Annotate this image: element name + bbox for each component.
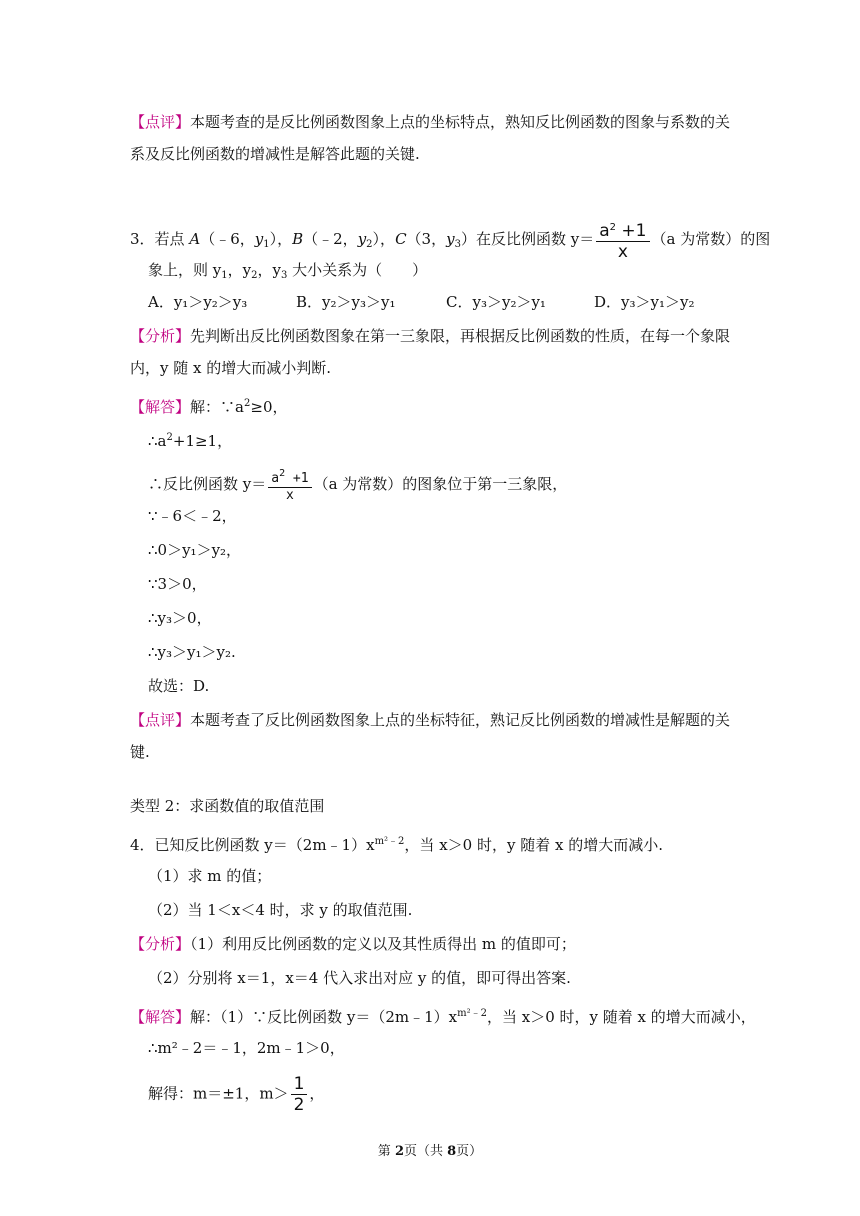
solution-tag-2: 【解答】 [130,1008,191,1026]
review-3-line-2: 键. [130,743,150,761]
analysis-3-line-1: 【分析】先判断出反比例函数图象在第一三象限，再根据反比例函数的性质，在每一个象限 [130,327,731,345]
solution-4-line-2: ∴m²﹣2＝﹣1，2m﹣1＞0， [148,1039,345,1057]
option-c: C．y₃＞y₂＞y₁ [446,293,546,311]
s3-fraction: $\frac{a^2 +1}{x}$ [268,466,311,504]
analysis-3-line-2: 内，y 随 x 的增大而减小判断. [130,359,332,377]
solution-3-step-1: $\therefore a^2+1\ge 1$， [148,432,233,450]
option-d: D．y₃＞y₁＞y₂ [594,293,695,311]
option-b: B．y₂＞y₃＞y₁ [296,293,396,311]
analysis-tag-2: 【分析】 [130,935,191,953]
solution-tag: 【解答】 [130,398,191,416]
q3-fraction: $\frac{a^2 +1}{x}$ [596,218,649,262]
solution-3-step-7: ∴y₃＞y₁＞y₂. [148,643,236,661]
page-footer: 第 2页（共 8页） [377,1144,483,1159]
review-1-line-1: 【点评】本题考查的是反比例函数图象上点的坐标特点，熟知反比例函数的图象与系数的关 [130,113,731,131]
option-a: A．y₁＞y₂＞y₃ [148,293,248,311]
analysis-tag: 【分析】 [130,327,191,345]
solution-3-step-2: ∴反比例函数 y＝ $\frac{a^2 +1}{x}$ （a 为常数）的图象位于第一三象限， [148,468,568,503]
type-2-heading: 类型 2：求函数值的取值范围 [130,797,325,815]
question-4-part-2: （2）当 1＜x＜4 时，求 y 的取值范围. [148,901,413,919]
solution-4-line-3: 解得：m＝±1，m＞ $\frac{1}{2}$ ， [148,1074,325,1115]
analysis-4-line-1: 【分析】（1）利用反比例函数的定义以及其性质得出 m 的值即可； [130,935,576,953]
solution-3-lead: 【解答】解：$\because a^2\ge 0$， [130,398,288,416]
analysis-4-line-2: （2）分别将 x＝1，x＝4 代入求出对应 y 的值，即可得出答案. [148,969,571,987]
review-1-line-2: 系及反比例函数的增减性是解答此题的关键. [130,145,420,163]
review-tag: 【点评】 [130,113,191,131]
solution-3-step-3: ∵﹣6＜﹣2， [148,507,237,525]
question-3-line-2: 象上，则 $y_1$，$y_2$，$y_3$ 大小关系为（ ） [148,261,428,281]
solution-3-step-4: ∴0＞y₁＞y₂， [148,541,242,559]
question-4-line-1: 4．已知反比例函数 $y=(2m﹣1)x^{m^2﹣2}$，当 x＞0 时，y 随着 x 的增大而减小. [130,836,663,854]
solution-3-step-6: ∴y₃＞0， [148,609,212,627]
question-3-line-1: 3．若点 A（﹣6，$y_1$），B（﹣2，$y_2$），C（3，$y_3$）在反比例函数 y＝ $\frac{a^2 +1}{x}$ （a 为常数）的图 [130,218,770,262]
question-4-part-1: （1）求 m 的值； [148,867,272,885]
review-3-line-1: 【点评】本题考查了反比例函数图象上点的坐标特征，熟记反比例函数的增减性是解题的关 [130,711,731,729]
review-tag-2: 【点评】 [130,711,191,729]
solution-3-answer: 故选：D. [148,677,210,695]
solution-3-step-5: ∵3＞0， [148,575,207,593]
half-fraction: $\frac{1}{2}$ [291,1074,308,1115]
solution-4-line-1: 【解答】解：（1）∵反比例函数 $y=(2m﹣1)x^{m^2﹣2}$，当 x＞0 时，y 随着 x 的增大而减小， [130,1008,756,1026]
